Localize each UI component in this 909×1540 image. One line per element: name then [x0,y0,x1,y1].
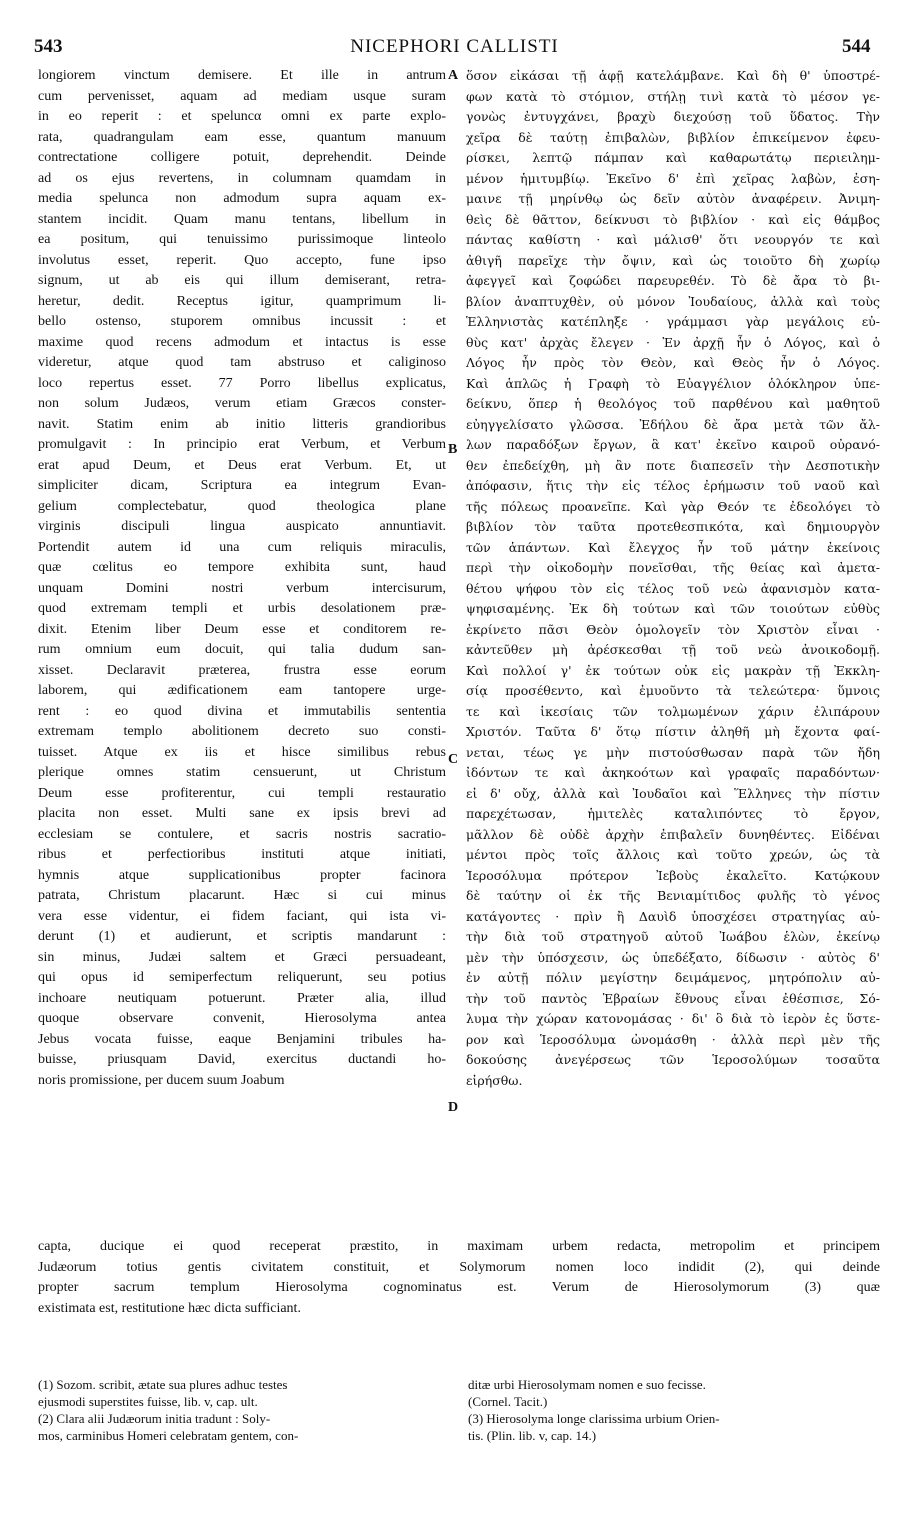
latin-line: longiorem vinctum demisere. Et ille in antrum [38,68,446,83]
latin-line: promulgavit : In principio erat Verbum, et Verbum [38,437,446,452]
latin-line: hymnis atque supplicationibus propter facinora [38,867,446,883]
latin-line: plerique omnes statim censuerunt, ut Christum [38,765,446,780]
greek-line: Καὶ ἁπλῶς ἡ Γραφὴ τὸ Εὐαγγέλιον ὁλόκληρον ὑπε- [466,375,880,391]
greek-line: Καὶ πολλοί γ' ἐκ τούτων οὐκ εἰς μακρὰν τῇ Ἐκκλη- [466,662,880,678]
page-header [0,8,909,57]
greek-line: μαινε τῇ μηρίνθῳ ὡς δεῖν αὐτὸν ἀναφέρειν. Ἀνιμη- [466,191,880,206]
latin-line: contrectatione colligere potuit, deprehendit. Deinde [38,150,446,165]
latin-line: involutus esset, reperit. Quo accepto, fune ipso [38,252,446,268]
section-mark-c: C [448,752,459,767]
greek-line: ρίσκει, λεπτῷ πάμπαν καὶ καθαρωτάτῳ περιειλημ- [466,150,880,165]
latin-line: ad os ejus revertens, in columnam quamdam in [38,170,446,186]
greek-line: ἀφεγγεῖ καὶ ζοφώδει παρευρεθέν. Τὸ δὲ ἄρα τὸ βι- [466,273,880,288]
latin-line: dixit. Etenim liber Deum esse et conditorem re- [38,621,446,637]
greek-line: τὴν διὰ τοῦ στρατηγοῦ αὐτοῦ Ἰωάβου ἑλὼν, ἐκείνῳ [466,929,880,944]
greek-line: Ἱεροσόλυμα πρότερον Ἰεβοὺς ἐκαλεῖτο. Κατῴκουν [466,867,880,883]
page-number-right: 544 [842,36,871,57]
greek-line: μέντοι πρὸς τοῖς ἄλλοις καὶ τοῦτο χρεών, ὡς τὰ [466,847,880,862]
latin-line: vera esse videntur, ei fidem faciant, qui ista vi- [38,908,446,924]
greek-line: κἀντεῦθεν μὴ ἀρέσκεσθαι τῇ τοῦ νεὼ ἀνοικοδομῇ. [466,642,880,657]
greek-line: ἐν αὐτῇ πόλιν μεγίστην δειμάμενος, μητρόπολιν αὐ- [466,970,880,985]
section-mark-a: A [448,68,459,83]
greek-line: Ἑλληνιστὰς κατέπληξε · γράμμασι γὰρ μεγάλοις εὐ- [466,314,880,329]
greek-line: εἰ δ' οὔχ, ἀλλὰ καὶ Ἰουδαῖοι καὶ Ἕλληνες τὴν πίστιν [466,785,880,801]
greek-line: παρεχέτωσαν, ἡμιτελὲς καταλιπόντες τὸ ἔργον, [466,806,880,821]
greek-line: Χριστόν. Ταῦτα δ' ὅτῳ πίστιν ἀληθῆ μὴ ἔχοντα φαί- [466,724,880,739]
greek-line: βλίον ἀναπτυχθὲν, οὐ μόνον Ἰουδαίους, ἀλλὰ καὶ τοὺς [466,293,880,309]
greek-line: Λόγος ἦν πρὸς τὸν Θεὸν, καὶ Θεὸς ἦν ὁ Λόγος. [466,355,880,370]
latin-line: noris promissione, per ducem suum Joabum [38,1072,285,1088]
footnotes-right [468,1376,880,1444]
latin-line: rata, quadrangulam eam esse, quantum manuum [38,129,446,145]
greek-line: ἰδόντων τε καὶ ἀκηκοότων καὶ γραφαῖς παραδόντων· [466,765,880,780]
latin-line: buisse, priusquam David, exercitus ductandi ho- [38,1052,446,1067]
greek-line: περὶ τὴν οἰκοδομὴν πονεῖσθαι, τῆς θείας καὶ ἀμετα- [466,560,880,575]
greek-line: θέτου ψήφου τὸν εἰς τέλος τοῦ νεὼ ἀφανισμὸν κατα- [466,580,880,596]
greek-line: ρον καὶ Ἱεροσόλυμα ὠνομάσθη · ἀλλὰ περὶ μὲν τῆς [466,1031,880,1047]
running-title: NICEPHORI CALLISTI [350,36,559,57]
latin-line: ecclesiam se contulere, et sacris nostris sacratio- [38,826,446,842]
greek-line: φων κατὰ τὸ στόμιον, στήλῃ τινὶ κατὰ τὸ μέσον γε- [466,88,880,104]
greek-line: μένον ἡμιτυμβίῳ. Ἐκεῖνο δ' ἐπὶ χεῖρας λαβὼν, ἐση- [466,170,880,186]
greek-line: δείκνυ, ὅπερ ἡ θεολόγος τοῦ παρθένου καὶ μαθητοῦ [466,396,880,411]
latin-line: quod extremam templi et urbis desolationem præ- [38,601,446,616]
latin-column [38,66,446,1091]
latin-line: media spelunca non admodum supra aquam ex- [38,191,446,206]
greek-line: ὅσον εἰκάσαι τῇ ἁφῇ κατελάμβανε. Καὶ δὴ θ' ὑποστρέ- [466,68,880,83]
latin-line: heretur, dedit. Receptus igitur, quamprimum li- [38,293,446,309]
greek-line: δὲ ταύτην οἱ ἐκ τῆς Βενιαμίτιδος φυλῆς τὸ γένος [466,888,880,903]
footnote-line: mos, carminibus Homeri celebratam gentem, con- [38,1428,299,1443]
latin-line: videretur, atque quod tam abstruso et caliginoso [38,355,446,370]
footnote-line: (1) Sozom. scribit, ætate sua plures adhuc testes [38,1377,288,1392]
footnote-line: (Cornel. Tacit.) [468,1394,548,1409]
footnotes-left [38,1376,446,1444]
latin-line: bello ostenso, stuporem omnibus incussit : et [38,314,446,329]
latin-line: derunt (1) et audierunt, et scriptis mandarunt : [38,929,446,944]
latin-line: navit. Statim enim ab initio litteris grandioribus [38,416,446,432]
latin-line: existimata est, restitutione hæc dicta sufficiant. [38,1300,301,1316]
latin-line: extremam templo abolitionem decreto suo consti- [38,724,446,739]
latin-line: Portendit autem id una cum reliquis miraculis, [38,539,446,555]
latin-line: placita non esset. Multi sane ex ipsis brevi ad [38,806,446,821]
latin-line: stantem incidit. Quam manu tentans, libellum in [38,211,446,227]
latin-line: quæ cœlitus eo tempore exhibita sunt, haud [38,560,446,575]
latin-line: quoque observare convenit, Hierosolyma antea [38,1011,446,1026]
greek-line: ἀθιγῆ παρεῖχε τὴν ὄψιν, καὶ ὡς τοιοῦτο δὴ χωρίῳ [466,252,880,268]
page-number-left: 543 [34,36,63,57]
latin-line: erat apud Deum, et Deus erat Verbum. Et, ut [38,457,446,473]
greek-line: λων παραδόξων ἔργων, ἃ κατ' ἐκεῖνο καιροῦ οὐρανό- [466,437,880,452]
latin-line: loco repertus esset. 77 Porro libellus explicatus, [38,375,446,391]
latin-line: Judæorum totius gentis civitatem constituit, et Solymorum nomen loco indidit (2), qui deinde [38,1259,880,1275]
greek-line: πάντας καθίστη · καὶ μάλισθ' ὅτι νεουργόν τε καὶ [466,232,880,247]
greek-line: νεται, τέως γε μὴν πιστούσθωσαν παρὰ τῶν ἤδη [466,744,880,760]
greek-line: τε καὶ ἱκεσίαις τῶν τολμωμένων χάριν ἐλιπάρουν [466,703,880,719]
greek-line: ἐκρίνετο πᾶσι Θεὸν ὁμολογεῖν τὸν Χριστὸν εἶναι · [466,621,880,637]
latin-line: propter sacrum templum Hierosolyma cognominatus est. Verum de Hierosolymorum (3) quæ [38,1280,880,1295]
footnote-line: ejusmodi superstites fuisse, lib. v, cap. ult. [38,1394,258,1409]
latin-line: inchoare neutiquam potuerunt. Præter alia, illud [38,990,446,1006]
footnote-line: ditæ urbi Hierosolymam nomen e suo fecisse. [468,1377,706,1392]
latin-continuation [38,1237,880,1319]
latin-line: maxime quod recens admodum et intactus is esse [38,334,446,350]
latin-line: signum, ut ab eis qui illum demiserant, retra- [38,273,446,288]
latin-line: capta, ducique ei quod receperat præstito, in maximam urbem redacta, metropolim et principem [38,1239,880,1254]
latin-line: ribus et perfectioribus instituti atque initiati, [38,847,446,862]
greek-line: κατάγοντες · πρὶν ἢ Δαυὶδ ὑποσχέσει στρατηγίας αὐ- [466,908,880,924]
latin-line: rum omnium eum docuit, qui talia dudum san- [38,642,446,657]
greek-line: ψηφισαμένης. Ἐκ δὴ τούτων καὶ τῶν τοιούτων εὐθὺς [466,601,880,616]
greek-line: τῶν ἁπάντων. Καὶ ἔλεγχος ἦν τοῦ μάτην ἐκείνοις [466,539,880,555]
latin-line: gelium complectebatur, quod theologica plane [38,498,446,514]
section-mark-d: D [448,1100,459,1115]
latin-line: xisset. Declaravit præterea, frustra esse eorum [38,662,446,678]
latin-line: qui opus id semiperfectum reliquerunt, seu potius [38,970,446,985]
greek-line: τῆς πόλεως προανεῖπε. Καὶ γὰρ Θεόν τε ἐδεολόγει τὸ [466,498,880,514]
latin-line: rent : eo quod divina et immutabilis sententia [38,703,446,719]
latin-line: sin minus, Judæi saltem et Græci persuadeant, [38,949,446,965]
latin-line: simpliciter dicam, Scriptura ea integrum Evan- [38,478,446,493]
greek-line: βιβλίον τὸν ταῦτα προτεθεσπικότα, καὶ δημιουργὸν [466,519,880,534]
latin-line: non solum Judæos, verum etiam Græcos conster- [38,396,446,411]
latin-line: ea positum, qui tenuissimo purissimoque linteolo [38,232,446,247]
greek-line: εὐηγγελίσατο γλῶσσα. Ἐδήλου δὲ ἄρα μετὰ τῶν ἄλ- [466,416,880,432]
greek-line: τὴν τοῦ παντὸς Ἑβραίων ἔθνους εἶναι ἐθέσπισε, Σό- [466,990,880,1006]
greek-line: θεν ἐπεδείχθη, μὴ ἂν ποτε διαπεσεῖν τὴν Δεσποτικὴν [466,457,880,473]
latin-line: unquam Domini nostri verbum intercisurum, [38,580,446,596]
latin-line: tuisset. Atque ex iis et hisce similibus rebus [38,744,446,760]
greek-line: θεὶς δὲ θᾶττον, δείκνυσι τὸ βιβλίον · καὶ εἰς θάμβος [466,211,880,227]
greek-line: μᾶλλον δὲ οὐδὲ ἀρχὴν ἐπιβαλεῖν δυνηθέντες. Εἰδέναι [466,826,880,842]
latin-line: Deum esse profiterentur, cui templi restauratio [38,785,446,801]
greek-line: ἀπόφασιν, ἥτις τὴν εἰς τέλος ἐρήμωσιν τοῦ ναοῦ καὶ [466,478,880,493]
latin-line: in eo reperit : et speluncα omni ex parte explo- [38,109,446,124]
greek-line: χεῖρα δὲ ταύτῃ ἐπιβαλὼν, βιβλίον ἐπικείμενον ἐφευ- [466,129,880,145]
footnote-line: tis. (Plin. lib. v, cap. 14.) [468,1428,597,1443]
section-mark-b: B [448,442,458,457]
latin-line: laborem, qui ædificationem eam tantopere urge- [38,683,446,698]
latin-line: patrata, Christum placarunt. Hæc si cui minus [38,888,446,903]
greek-line: σίᾳ προσέθεντο, καὶ ἐμυοῦντο τὰ τελεώτερα· ὕμνοις [466,683,880,698]
greek-line: δοκούσης ἀνεγέρσεως τῶν Ἱεροσολύμων τοσαῦτα [466,1052,880,1067]
latin-line: virginis discipuli lingua auspicato annuntiavit. [38,519,446,534]
greek-line: μὲν τὴν ὑπόσχεσιν, ὡς ὑπεδέξατο, δίδωσιν · αὐτὸς δ' [466,949,880,965]
latin-line: cum pervenisset, aquam ad mediam usque suram [38,88,446,104]
footnote-line: (3) Hierosolyma longe clarissima urbium Orien- [468,1411,720,1426]
greek-line: λυμα τὴν χώραν κατονομάσας · δι' ὃ διὰ τὸ ἱερὸν ἐς ὕστε- [466,1011,880,1026]
greek-line: εἰρήσθω. [466,1072,523,1088]
latin-line: Jebus vocata fuisse, eaque Benjamini tribules ha- [38,1031,446,1047]
greek-line: γονὼς ἐντυγχάνει, βραχὺ διεχούσῃ τοῦ ὕδατος. Τὴν [466,109,880,124]
greek-line: θὺς κατ' ἀρχὰς ἔλεγεν · Ἐν ἀρχῇ ἦν ὁ Λόγος, καὶ ὁ [466,334,880,350]
footnote-line: (2) Clara alii Judæorum initia tradunt : Soly- [38,1411,271,1426]
greek-column [466,66,880,1091]
